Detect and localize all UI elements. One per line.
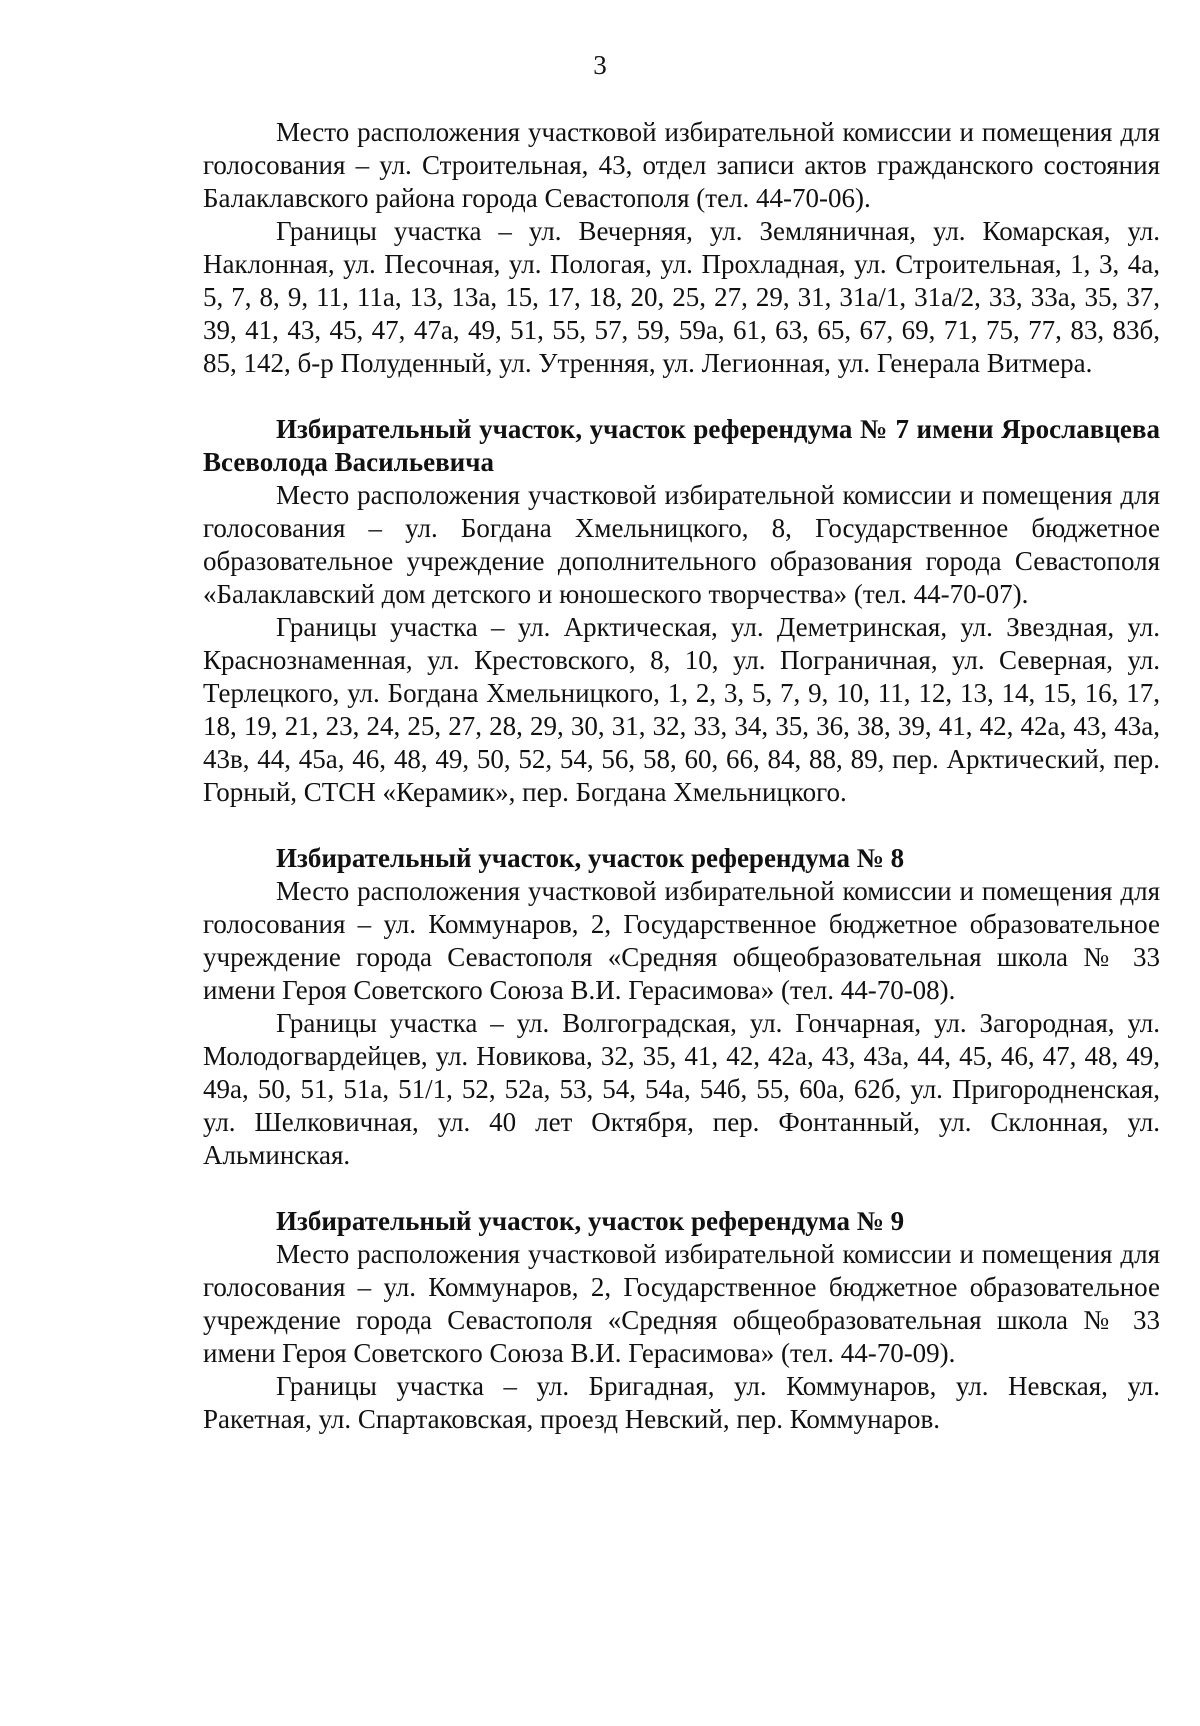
borders-paragraph: Границы участка – ул. Волгоградская, ул. Гончарная, ул. Загородная, ул. Молодогвардейцев, ул. Новикова, 32, 35, 41, 42, 42а, 43, 43а, 44, 45, 46, 47, 48, 49, 49а, 50, 51, 51а, 51/1, 52, 52а, 53, 54, 54а, 54б, 55, 60а, 62б, ул. Пригородненская, ул. Шелковичная, ул. 40 лет Октября, пер. Фонтанный, ул. Склонная, ул. Альминская.: [203, 1008, 1160, 1170]
location-paragraph: Место расположения участковой избирательной комиссии и помещения для голосования – ул. Богдана Хмельницкого, 8, Государственное бюджетное образовательное учреждение дополнительного образования города Севастополя «Балаклавский дом детского и юношеского творчества» (тел. 44-70-07).: [203, 480, 1160, 609]
intro-section: [203, 116, 1160, 380]
page-number: 3: [593, 50, 607, 80]
location-paragraph: Место расположения участковой избирательной комиссии и помещения для голосования – ул. Коммунаров, 2, Государственное бюджетное образовательное учреждение города Севастополя «Средняя общеобразовательная школа № 33 имени Героя Советского Союза В.И. Герасимова» (тел. 44-70-08).: [203, 876, 1160, 1005]
section-heading: Избирательный участок, участок референдума № 8: [276, 843, 905, 873]
section-precinct-9: [203, 1205, 1160, 1436]
location-paragraph: Место расположения участковой избирательной комиссии и помещения для голосования – ул. Коммунаров, 2, Государственное бюджетное образовательное учреждение города Севастополя «Средняя общеобразовательная школа № 33 имени Героя Советского Союза В.И. Герасимова» (тел. 44-70-09).: [203, 1239, 1160, 1368]
borders-paragraph: Границы участка – ул. Бригадная, ул. Коммунаров, ул. Невская, ул. Ракетная, ул. Спартаковская, проезд Невский, пер. Коммунаров.: [203, 1371, 1160, 1434]
borders-paragraph: Границы участка – ул. Вечерняя, ул. Земляничная, ул. Комарская, ул. Наклонная, ул. Песочная, ул. Пологая, ул. Прохладная, ул. Строительная, 1, 3, 4а, 5, 7, 8, 9, 11, 11а, 13, 13а, 15, 17, 18, 20, 25, 27, 29, 31, 31а/1, 31а/2, 33, 33а, 35, 37, 39, 41, 43, 45, 47, 47а, 49, 51, 55, 57, 59, 59а, 61, 63, 65, 67, 69, 71, 75, 77, 83, 83б, 85, 142, б-р Полуденный, ул. Утренняя, ул. Легионная, ул. Генерала Витмера.: [203, 216, 1160, 378]
section-heading: Избирательный участок, участок референдума № 9: [276, 1206, 905, 1236]
section-heading: Избирательный участок, участок референдума № 7 имени Ярославцева Всеволода Васильевича: [203, 414, 1160, 477]
section-precinct-8: [203, 842, 1160, 1172]
section-precinct-7: [203, 413, 1160, 809]
borders-paragraph: Границы участка – ул. Арктическая, ул. Деметринская, ул. Звездная, ул. Краснознаменная, ул. Крестовского, 8, 10, ул. Пограничная, ул. Северная, ул. Терлецкого, ул. Богдана Хмельницкого, 1, 2, 3, 5, 7, 9, 10, 11, 12, 13, 14, 15, 16, 17, 18, 19, 21, 23, 24, 25, 27, 28, 29, 30, 31, 32, 33, 34, 35, 36, 38, 39, 41, 42, 42а, 43, 43а, 43в, 44, 45а, 46, 48, 49, 50, 52, 54, 56, 58, 60, 66, 84, 88, 89, пер. Арктический, пер. Горный, СТСН «Керамик», пер. Богдана Хмельницкого.: [203, 612, 1160, 807]
location-paragraph: Место расположения участковой избирательной комиссии и помещения для голосования – ул. Строительная, 43, отдел записи актов гражданского состояния Балаклавского района города Севастополя (тел. 44-70-06).: [203, 117, 1160, 213]
document-body: [203, 116, 1160, 1436]
